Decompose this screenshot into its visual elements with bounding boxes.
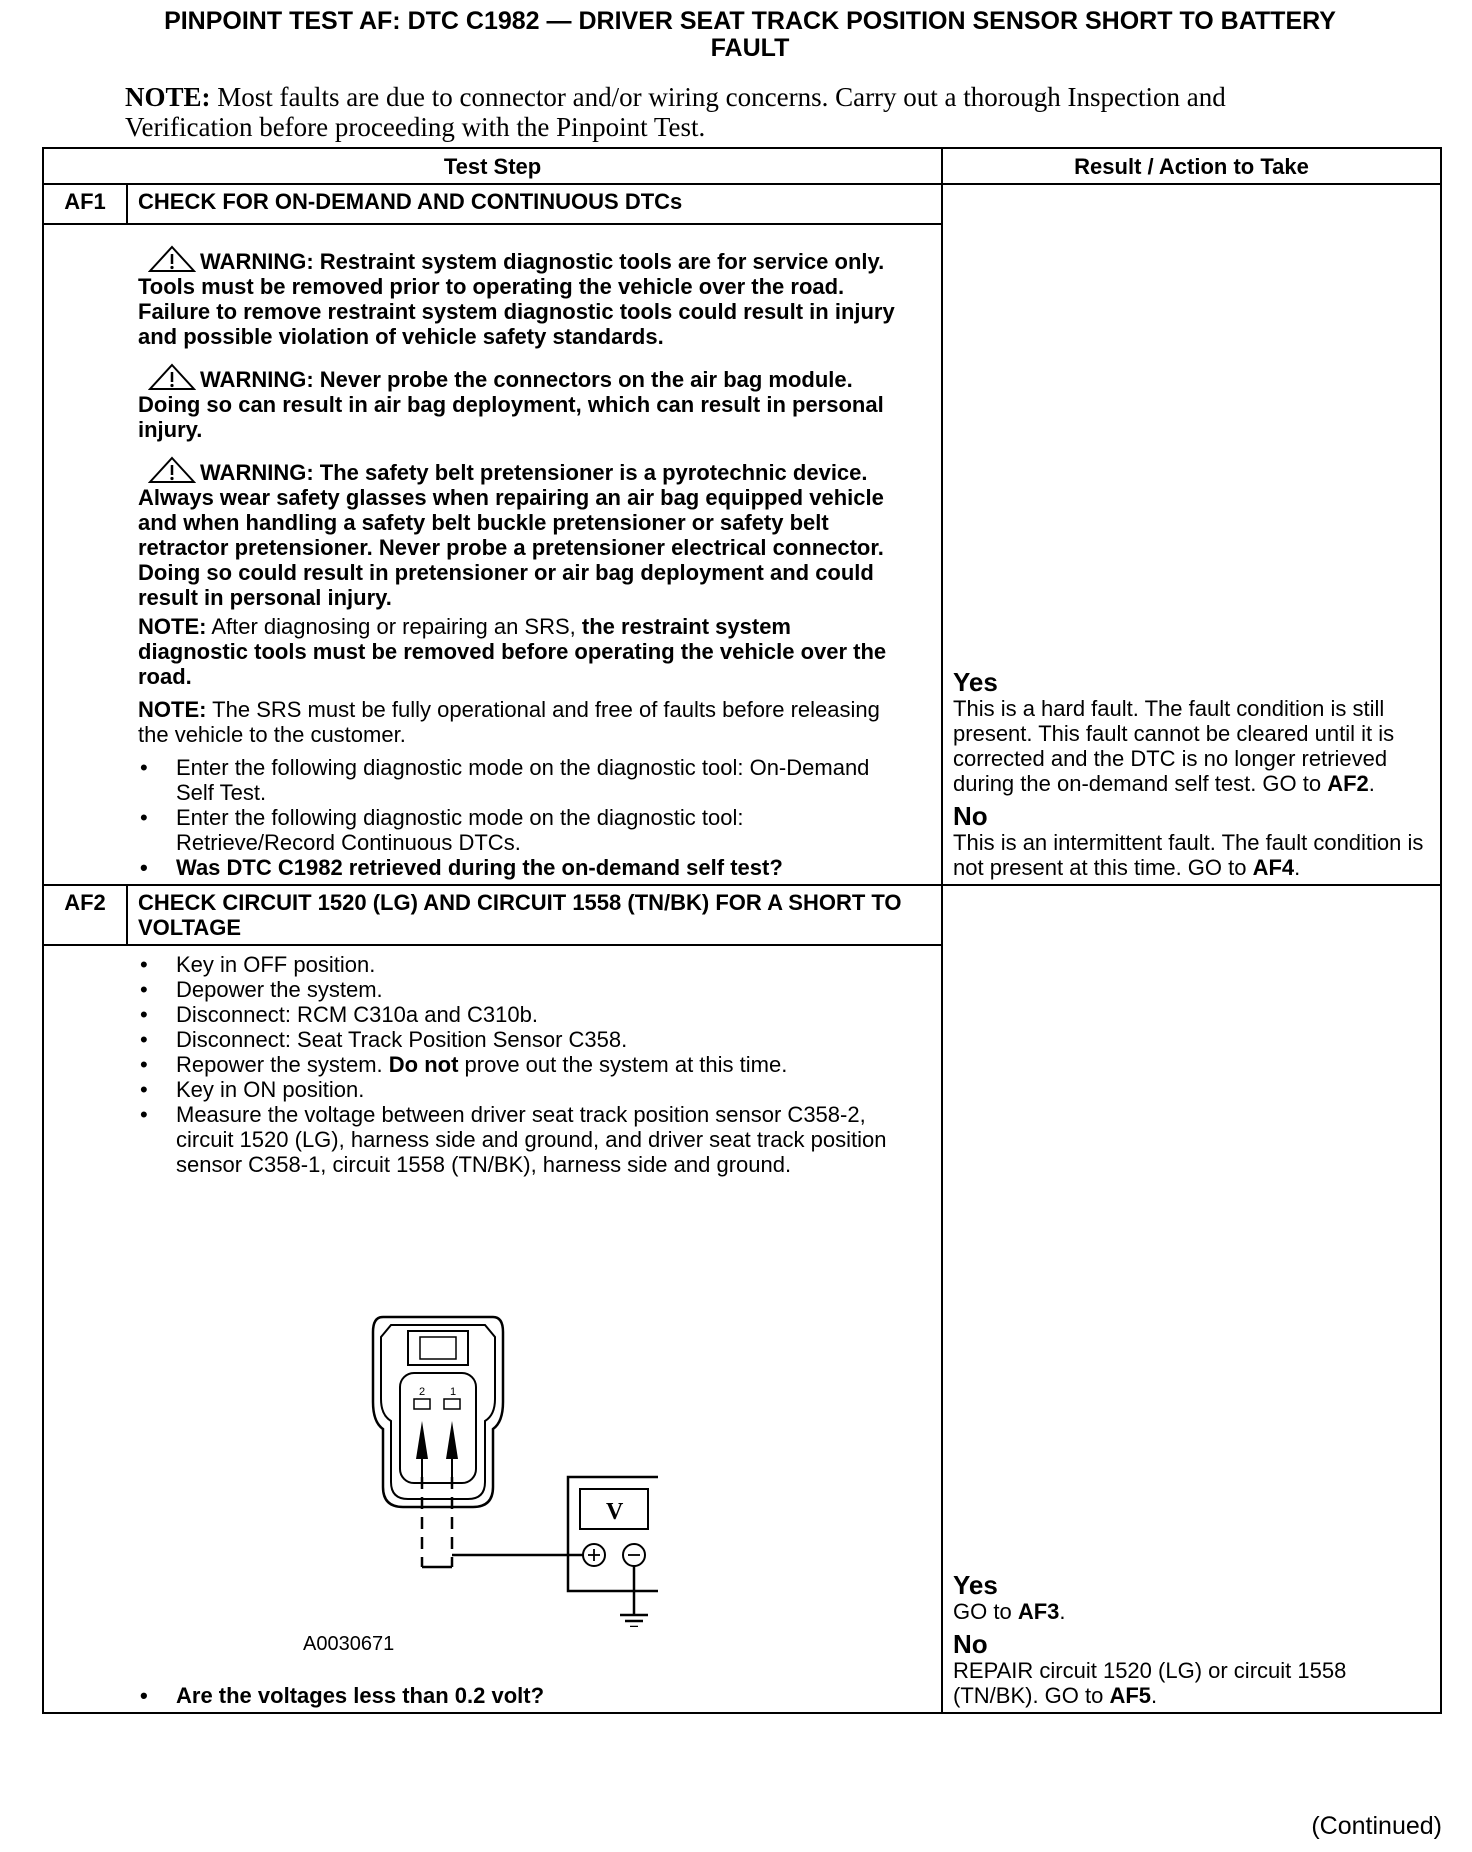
- result-af1-no-goto: AF4: [1252, 855, 1295, 880]
- connector-latch: [408, 1331, 468, 1365]
- step-id-af1: AF1: [43, 184, 127, 224]
- warning-1: [138, 245, 901, 349]
- result-af2-yes-body: GO to: [953, 1599, 1018, 1624]
- step-af1-title-row: [43, 184, 1441, 224]
- header-result-action: Result / Action to Take: [942, 148, 1441, 184]
- connector-outline: [373, 1317, 503, 1507]
- result-af2-no-text: REPAIR circuit 1520 (LG) or circuit 1558 (TN/BK). GO to AF5.: [953, 1658, 1347, 1708]
- step-af2-title-row: [43, 885, 1441, 945]
- table-header-row: [43, 148, 1441, 184]
- af2-bullets: [138, 952, 901, 1177]
- af1-note-1-plain: After diagnosing or repairing an SRS,: [206, 614, 582, 639]
- step-id-af2: AF2: [43, 885, 127, 945]
- header-test-step: Test Step: [43, 148, 942, 184]
- page-title: [60, 8, 1440, 62]
- top-note: [125, 82, 1275, 142]
- list-item: • Enter the following diagnostic mode on the diagnostic tool: Retrieve/Record Continuous DTCs.: [138, 805, 901, 855]
- warning-triangle-icon: [148, 363, 196, 391]
- continued-label: (Continued): [1311, 1812, 1442, 1840]
- list-item: • Key in ON position.: [138, 1077, 901, 1102]
- probe-2: [446, 1421, 458, 1459]
- connector-latch-inner: [420, 1337, 456, 1359]
- result-af2-yes-text: GO to AF3.: [953, 1599, 1066, 1624]
- af1-question: • Was DTC C1982 retrieved during the on-demand self test?: [138, 855, 901, 880]
- voltage-test-diagram: [138, 1177, 901, 1677]
- probe-1: [416, 1421, 428, 1459]
- list-item: • Disconnect: RCM C310a and C310b.: [138, 1002, 901, 1027]
- result-af1-no-text: This is an intermittent fault. The fault condition is not present at this time. GO to AF4.: [953, 830, 1424, 880]
- repower-bold: Do not: [388, 1052, 459, 1077]
- result-af1-yes-label: Yes: [953, 667, 998, 697]
- result-af1: [942, 184, 1441, 885]
- af1-bullets: [138, 755, 901, 880]
- warning-3: [138, 456, 901, 610]
- step-title-af1: CHECK FOR ON-DEMAND AND CONTINUOUS DTCs: [127, 184, 942, 224]
- figure-id: A0030671: [303, 1633, 395, 1655]
- af2-question: • Are the voltages less than 0.2 volt?: [138, 1683, 901, 1708]
- pin-2: [414, 1399, 430, 1409]
- af1-note-2: [138, 697, 901, 747]
- top-note-text: Most faults are due to connector and/or wiring concerns. Carry out a thorough Inspection and Verification before proceeding with the Pinpoint Test.: [125, 82, 1226, 142]
- pinpoint-test-table: [42, 147, 1442, 1714]
- list-item: • Depower the system.: [138, 977, 901, 1002]
- result-af2-yes-label: Yes: [953, 1570, 998, 1600]
- connector-voltmeter-diagram: [138, 1177, 658, 1627]
- result-af2-no-body: REPAIR circuit 1520 (LG) or circuit 1558 (TN/BK). GO to: [953, 1658, 1347, 1708]
- warning-2: [138, 363, 901, 442]
- voltmeter-body: [568, 1477, 658, 1591]
- result-af1-yes-body: This is a hard fault. The fault condition is still present. This fault cannot be cleared until it is corrected and the DTC is no longer retrieved during the on-demand self test. GO to: [953, 696, 1395, 796]
- pin-label-1: 1: [450, 1386, 457, 1398]
- top-note-label: NOTE:: [125, 82, 211, 112]
- result-af1-no-body: This is an intermittent fault. The fault condition is not present at this time. GO to: [953, 830, 1424, 880]
- af1-note-2-text: The SRS must be fully operational and free of faults before releasing the vehicle to the customer.: [138, 697, 880, 747]
- result-af2: [942, 885, 1441, 1713]
- repower-rest: prove out the system at this time.: [458, 1052, 788, 1077]
- voltmeter-v-label: V: [606, 1499, 624, 1525]
- warning-1-text: WARNING: Restraint system diagnostic tools are for service only. Tools must be removed prior to operating the vehicle over the road. Failure to remove restraint system diagnostic tools could result in injury and possible violation of vehicle safety standards.: [138, 249, 895, 349]
- list-item: • Disconnect: Seat Track Position Sensor C358.: [138, 1027, 901, 1052]
- af1-note-1-label: NOTE:: [138, 614, 207, 639]
- af2-question-list: [138, 1683, 901, 1708]
- ground-symbol: [620, 1615, 648, 1627]
- step-body-af1: [43, 224, 942, 885]
- step-body-af2: [43, 945, 942, 1713]
- pin-1: [444, 1399, 460, 1409]
- title-line-2: FAULT: [710, 34, 790, 62]
- result-af2-no-label: No: [953, 1629, 988, 1659]
- af1-note-1: [138, 614, 901, 689]
- list-item: [138, 1052, 901, 1077]
- pin-label-2: 2: [419, 1386, 426, 1398]
- result-af2-no-goto: AF5: [1109, 1683, 1152, 1708]
- connector-inner-outline: [381, 1325, 495, 1499]
- title-line-1: PINPOINT TEST AF: DTC C1982 — DRIVER SEAT TRACK POSITION SENSOR SHORT TO BATTERY: [164, 7, 1336, 35]
- result-af1-no-label: No: [953, 801, 988, 831]
- af1-note-2-label: NOTE:: [138, 697, 207, 722]
- step-title-af2: CHECK CIRCUIT 1520 (LG) AND CIRCUIT 1558 (TN/BK) FOR A SHORT TO VOLTAGE: [127, 885, 942, 945]
- warning-3-text: WARNING: The safety belt pretensioner is a pyrotechnic device. Always wear safety glasses when repairing an air bag equipped vehicle and when handling a safety belt buckle pretensioner or safety belt retractor pretensioner. Never probe a pretensioner electrical connector. Doing so could result in pretensioner or air bag deployment and could result in personal injury.: [138, 460, 884, 610]
- list-item: • Measure the voltage between driver seat track position sensor C358-2, circuit 1520 (LG), harness side and ground, and driver seat track position sensor C358-1, circuit 1558 (TN/BK), harness side and ground.: [138, 1102, 901, 1177]
- warning-triangle-icon: [148, 245, 196, 273]
- result-af1-yes-text: This is a hard fault. The fault condition is still present. This fault cannot be cleared until it is corrected and the DTC is no longer retrieved during the on-demand self test. GO to AF2.: [953, 696, 1395, 796]
- warning-triangle-icon: [148, 456, 196, 484]
- list-item: • Enter the following diagnostic mode on the diagnostic tool: On-Demand Self Test.: [138, 755, 901, 805]
- af1-note-1-bold: the restraint system diagnostic tools must be removed before operating the vehicle over the road.: [138, 614, 887, 689]
- result-af1-yes-goto: AF2: [1327, 771, 1369, 796]
- warning-2-text: WARNING: Never probe the connectors on the air bag module. Doing so can result in air bag deployment, which can result in personal injury.: [138, 367, 884, 442]
- result-af2-yes-goto: AF3: [1017, 1599, 1060, 1624]
- repower-plain: Repower the system.: [176, 1052, 389, 1077]
- list-item: • Key in OFF position.: [138, 952, 901, 977]
- connector-cavity: [400, 1373, 476, 1483]
